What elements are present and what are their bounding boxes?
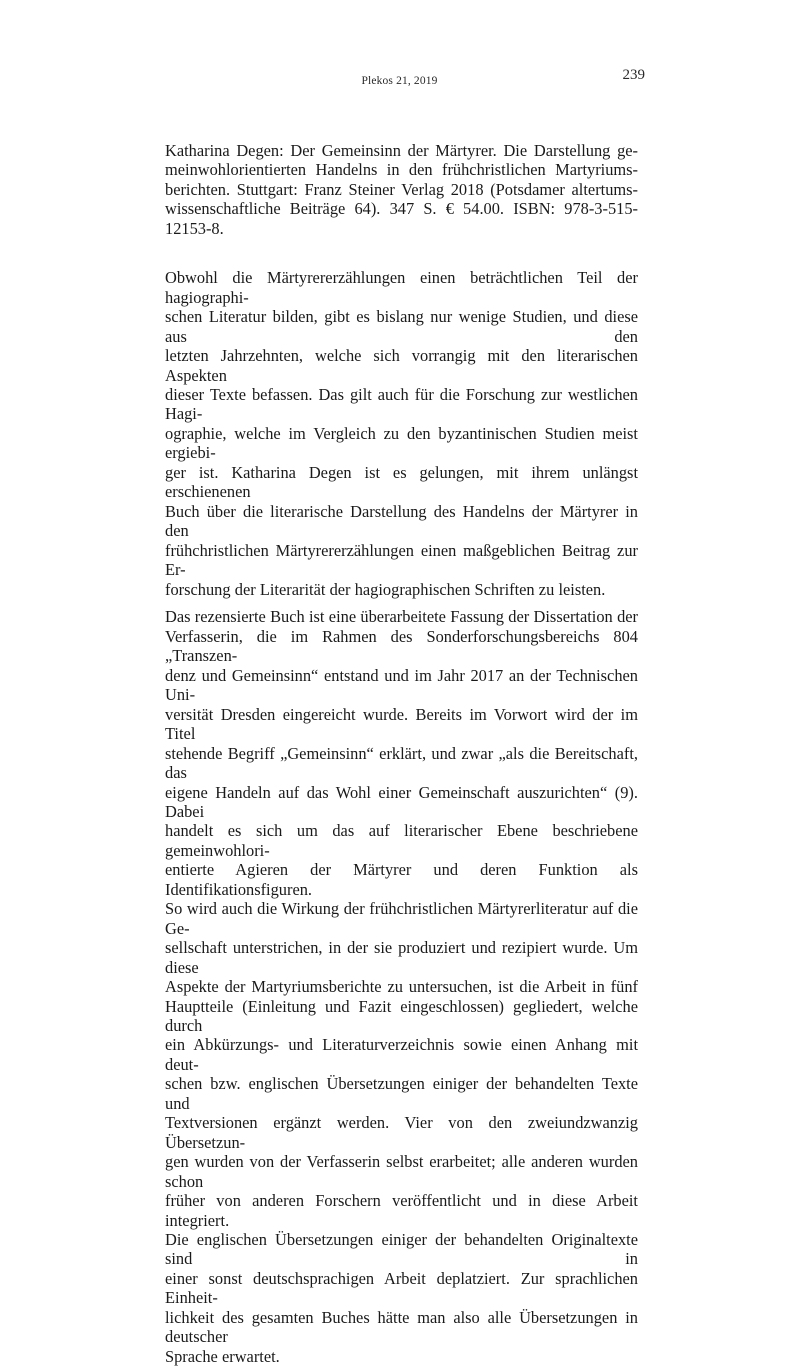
bibliographic-entry-line: berichten. Stuttgart: Franz Steiner Verlag 2018 (Potsdamer altertums- bbox=[165, 179, 638, 199]
bibliographic-entry-line: Katharina Degen: Der Gemeinsinn der Märtyrer. Die Darstellung ge- bbox=[165, 141, 638, 160]
running-head-journal: Plekos 21, 2019 bbox=[361, 75, 438, 87]
paragraph-line: So wird auch die Wirkung der frühchristlichen Märtyrerliteratur auf die Ge- bbox=[165, 899, 643, 938]
paragraph-line: früher von anderen Forschern veröffentlicht und in diese Arbeit integriert. bbox=[165, 1191, 643, 1230]
paragraph-line: Die englischen Übersetzungen einiger der behandelten Originaltexte sind in bbox=[165, 1229, 643, 1269]
paragraph-line: Sprache erwartet. bbox=[165, 1346, 280, 1366]
paragraph-line: einer sonst deutschsprachigen Arbeit deplatziert. Zur sprachlichen Einheit- bbox=[165, 1268, 643, 1308]
paragraph-line: ographie, welche im Vergleich zu den byzantinischen Studien meist ergiebi- bbox=[165, 423, 643, 463]
paragraph-line: entierte Agieren der Märtyrer und deren Funktion als Identifikationsfiguren. bbox=[165, 860, 643, 899]
paragraph-line: ger ist. Katharina Degen ist es gelungen, mit ihrem unlängst erschienenen bbox=[165, 462, 643, 502]
paragraph-line: handelt es sich um das auf literarischer Ebene beschriebene gemeinwohlori- bbox=[165, 821, 643, 860]
paragraph-line: Textversionen ergänzt werden. Vier von den zweiundzwanzig Übersetzun- bbox=[165, 1113, 643, 1152]
bibliographic-entry-line: meinwohlorientierten Handelns in den frühchristlichen Martyriums- bbox=[165, 160, 638, 180]
paragraph-line: stehende Begriff „Gemeinsinn“ erklärt, und zwar „als die Bereitschaft, das bbox=[165, 743, 643, 783]
paragraph-line: sellschaft unterstrichen, in der sie produziert und rezipiert wurde. Um diese bbox=[165, 938, 643, 977]
paragraph-line: Verfasserin, die im Rahmen des Sonderforschungsbereichs 804 „Transzen- bbox=[165, 626, 643, 666]
review-paragraph-2 bbox=[165, 607, 643, 1366]
paragraph-line: letzten Jahrzehnten, welche sich vorrangig mit den literarischen Aspekten bbox=[165, 346, 642, 385]
bibliographic-entry-line: 12153-8. bbox=[165, 218, 224, 238]
paragraph-line: denz und Gemeinsinn“ entstand und im Jahr 2017 an der Technischen Uni- bbox=[165, 665, 643, 705]
paragraph-line: forschung der Literarität der hagiographischen Schriften zu leisten. bbox=[165, 579, 606, 599]
paragraph-line: Buch über die literarische Darstellung des Handelns der Märtyrer in den bbox=[165, 501, 643, 541]
paragraph-line: schen bzw. englischen Übersetzungen einiger der behandelten Texte und bbox=[165, 1074, 643, 1113]
paragraph-line: Das rezensierte Buch ist eine überarbeitete Fassung der Dissertation der bbox=[165, 607, 638, 627]
review-paragraph-1 bbox=[165, 268, 643, 599]
paragraph-line: gen wurden von der Verfasserin selbst erarbeitet; alle anderen wurden schon bbox=[165, 1152, 643, 1191]
running-head bbox=[0, 67, 799, 94]
page-number: 239 bbox=[622, 67, 645, 83]
paragraph-line: dieser Texte befassen. Das gilt auch für die Forschung zur westlichen Hagi- bbox=[165, 384, 643, 424]
paragraph-line: eigene Handeln auf das Wohl einer Gemeinschaft auszurichten“ (9). Dabei bbox=[165, 782, 643, 821]
text-block bbox=[165, 141, 643, 1366]
paragraph-line: frühchristlichen Märtyrererzählungen einen maßgeblichen Beitrag zur Er- bbox=[165, 540, 643, 580]
paragraph-line: Hauptteile (Einleitung und Fazit eingeschlossen) gegliedert, welche durch bbox=[165, 996, 643, 1035]
paragraph-line: schen Literatur bilden, gibt es bislang nur wenige Studien, und diese aus den bbox=[165, 307, 643, 346]
bibliographic-entry bbox=[165, 141, 638, 238]
paragraph-line: lichkeit des gesamten Buches hätte man also alle Übersetzungen in deutscher bbox=[165, 1307, 643, 1347]
bibliographic-entry-line: wissenschaftliche Beiträge 64). 347 S. € 54.00. ISBN: 978-3-515- bbox=[165, 199, 638, 219]
paragraph-line: versität Dresden eingereicht wurde. Bereits im Vorwort wird der im Titel bbox=[165, 704, 642, 744]
paragraph-line: Aspekte der Martyriumsberichte zu untersuchen, ist die Arbeit in fünf bbox=[165, 977, 638, 997]
paragraph-line: Obwohl die Märtyrererzählungen einen beträchtlichen Teil der hagiographi- bbox=[165, 268, 643, 307]
paragraph-line: ein Abkürzungs- und Literaturverzeichnis sowie einen Anhang mit deut- bbox=[165, 1035, 643, 1074]
